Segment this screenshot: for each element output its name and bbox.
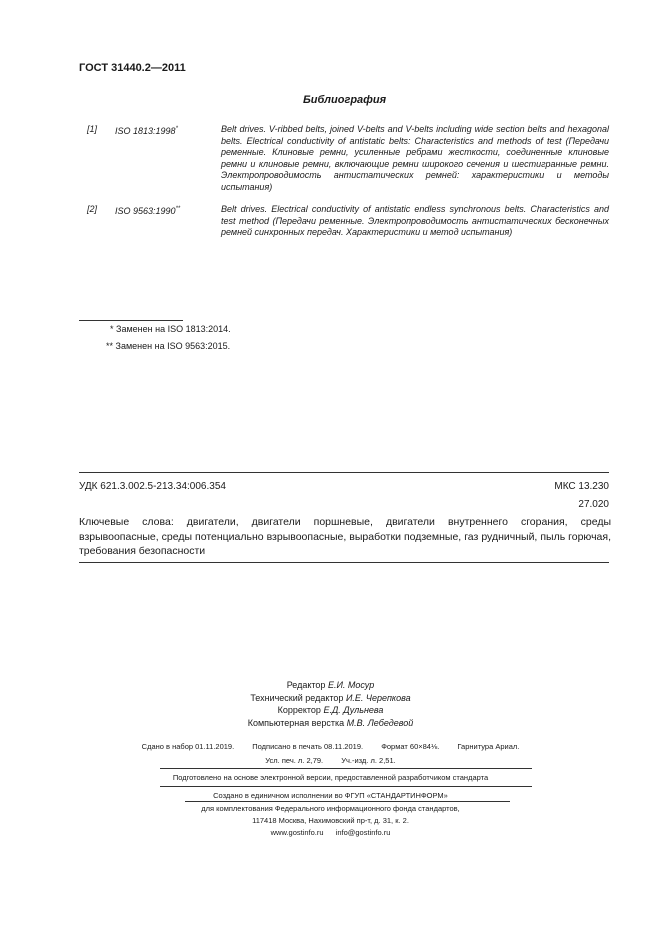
print-sheets: Усл. печ. л. 2,79. — [265, 756, 324, 765]
ref-2-code-text: ISO 9563:1990 — [115, 206, 176, 216]
classification-top-rule — [79, 472, 609, 473]
credit-corrector-name: Е.Д. Дульнева — [323, 705, 384, 715]
publication-line-2 — [0, 755, 661, 766]
created-note: Создано в единичном исполнении во ФГУП «СТАНДАРТИНФОРМ» — [213, 791, 448, 800]
publication-line-1 — [0, 741, 661, 752]
credit-layout-role: Компьютерная верстка — [247, 717, 345, 728]
ref-2-text: Belt drives. Electrical conductivity of antistatic endless synchronous belts. Characteristics and test method (Передачи ременные. Электропроводимость антистатических бесконечных ремней синхронных передач. Характеристики и метод испытания) — [221, 204, 609, 238]
credit-tech-role: Технический редактор — [250, 692, 344, 703]
ref-1-number: [1] — [87, 124, 98, 134]
footnote-2-text: Заменен на ISO 9563:2015. — [115, 341, 231, 351]
signed-to-print: Подписано в печать 08.11.2019. — [252, 742, 364, 751]
mks-code-2: 27.020 — [578, 499, 609, 510]
credit-tech-name: И.Е. Черепкова — [345, 692, 411, 703]
credit-editor — [0, 679, 661, 692]
mks-code: МКС 13.230 — [554, 481, 609, 492]
purpose-note: для комплектования Федерального информационного фонда стандартов, — [201, 804, 460, 813]
publication-rule-2 — [160, 786, 532, 787]
credit-editor-role: Редактор — [286, 680, 326, 690]
ref-1-text: Belt drives. V-ribbed belts, joined V-belts and V-belts including wide section belts and hexagonal belts. Electrical conductivity of antistatic belts: Characteristics and methods of test (Передачи ременные. Клиновые ремни, усиленные ребрами жесткости, соединенные клиновые ремни и клиновые ремни, включающие ремни широкого сечения и шестигранные ремни. Электропроводимость антистатических ремней: характеристики и методы испытания) — [221, 124, 609, 192]
credit-corrector-role: Корректор — [277, 705, 321, 715]
footnote-separator — [79, 320, 183, 321]
classification-bottom-rule — [79, 562, 609, 563]
publisher-address: 117418 Москва, Нахимовский пр-т, д. 31, к. 2. — [252, 816, 409, 825]
typeface: Гарнитура Ариал. — [457, 742, 520, 751]
ref-2-number: [2] — [87, 204, 98, 214]
bibliography-title: Библиография — [303, 94, 387, 106]
credit-editor-name: Е.И. Мосур — [327, 680, 375, 690]
footnote-1-mark: * — [110, 324, 114, 334]
credit-corrector — [0, 704, 661, 717]
footnote-1 — [110, 324, 231, 335]
standard-number: ГОСТ 31440.2—2011 — [79, 62, 186, 74]
publisher-email: info@gostinfo.ru — [335, 828, 391, 837]
publishing-sheets: Уч.-изд. л. 2,51. — [341, 756, 396, 765]
ref-1-footnote-mark: * — [175, 126, 178, 132]
credit-tech-editor — [0, 692, 661, 705]
ref-2-code — [115, 204, 180, 218]
udk-code: УДК 621.3.002.5-213.34:006.354 — [79, 481, 226, 492]
footnote-2 — [106, 341, 230, 352]
ref-1-code-text: ISO 1813:1998 — [115, 126, 176, 136]
publisher-contacts — [0, 827, 661, 838]
sent-to-typeset: Сдано в набор 01.11.2019. — [141, 742, 235, 751]
keywords: Ключевые слова: двигатели, двигатели поршневые, двигатели внутреннего сгорания, среды взрывоопасные, среды потенциально взрывоопасные, выработки подземные, газ рудничный, пыль горючая, требования безопасности — [79, 516, 611, 557]
prepared-note: Подготовлено на основе электронной версии, предоставленной разработчиком стандарта — [172, 773, 489, 782]
ref-2-footnote-mark: ** — [175, 206, 181, 212]
credit-layout-name: М.В. Лебедевой — [346, 717, 414, 728]
editorial-credits — [0, 679, 661, 729]
credit-layout — [0, 717, 661, 730]
paper-format: Формат 60×84⅛. — [381, 742, 440, 751]
ref-1-code — [115, 124, 178, 138]
publication-rule-1 — [160, 768, 532, 769]
footnote-1-text: Заменен на ISO 1813:2014. — [116, 324, 231, 334]
publisher-website: www.gostinfo.ru — [270, 828, 324, 837]
footnote-2-mark: ** — [106, 341, 114, 351]
publication-rule-3 — [185, 801, 510, 802]
